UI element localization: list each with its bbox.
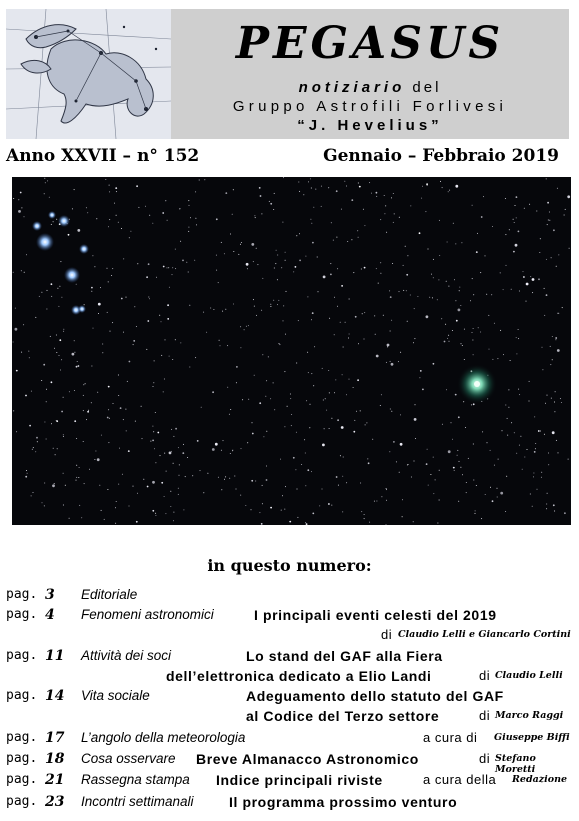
toc-entry[interactable] [0, 751, 579, 775]
issue-date: Gennaio – Febbraio 2019 [323, 146, 559, 166]
pegasus-constellation-icon [6, 9, 171, 139]
section-name: Editoriale [81, 587, 138, 602]
page-number: 18 [45, 751, 65, 767]
pag-label: pag. [6, 772, 38, 787]
section-name: Incontri settimanali [81, 794, 194, 809]
subtitle-rest: del [412, 79, 442, 96]
author-name: Redazione [512, 774, 568, 785]
article-title-line2: al Codice del Terzo settore [246, 708, 440, 724]
page-number: 3 [45, 587, 55, 603]
pegasus-logo [6, 9, 171, 139]
pag-label: pag. [6, 730, 38, 745]
section-name: Cosa osservare [81, 751, 176, 766]
section-name: L’angolo della meteorologia [81, 730, 246, 745]
article-title-line2: dell’elettronica dedicato a Elio Landi [166, 668, 432, 684]
section-name: Rassegna stampa [81, 772, 190, 787]
hevelius-name: “J. Hevelius” [297, 117, 443, 134]
toc-heading: in questo numero: [207, 556, 372, 575]
masthead [171, 9, 569, 139]
pag-label: pag. [6, 794, 38, 809]
issue-number: Anno XXVII – n° 152 [6, 146, 200, 166]
author-name: Marco Raggi [495, 710, 564, 721]
article-title: Il programma prossimo venturo [229, 794, 458, 810]
page-number: 17 [45, 730, 65, 746]
author-prefix: di [479, 668, 491, 683]
starfield-photo-icon [12, 177, 571, 525]
page-number: 23 [45, 794, 65, 810]
article-title: I principali eventi celesti del 2019 [254, 607, 497, 623]
toc-entry-author [0, 627, 579, 647]
page-number: 21 [45, 772, 65, 788]
toc-entry[interactable] [0, 794, 579, 814]
author-prefix: a cura della [423, 772, 497, 787]
toc-entry[interactable] [0, 587, 579, 607]
author-name: Claudio Lelli e Giancarlo Cortini [398, 629, 571, 640]
section-name: Vita sociale [81, 688, 150, 703]
cover-photo [12, 177, 571, 525]
pag-label: pag. [6, 648, 38, 663]
article-title: Indice principali riviste [216, 772, 383, 788]
author-name: Giuseppe Biffi [494, 732, 570, 743]
subtitle-line [171, 79, 569, 96]
toc-entry[interactable] [0, 730, 579, 750]
toc-entry[interactable] [0, 688, 579, 708]
pag-label: pag. [6, 607, 38, 622]
article-title: Adeguamento dello statuto del GAF [246, 688, 504, 704]
author-prefix: di [381, 627, 393, 642]
section-name: Attività dei soci [81, 648, 172, 663]
toc-entry[interactable] [0, 772, 579, 792]
article-title: Breve Almanacco Astronomico [196, 751, 419, 767]
author-name: Claudio Lelli [495, 670, 563, 681]
toc-entry-continued [0, 668, 579, 688]
subtitle-word: notiziario [298, 79, 406, 96]
author-prefix: di [479, 708, 491, 723]
author-prefix: a cura di [423, 730, 478, 745]
article-title: Lo stand del GAF alla Fiera [246, 648, 443, 664]
pag-label: pag. [6, 587, 38, 602]
section-name: Fenomeni astronomici [81, 607, 214, 622]
author-prefix: di [479, 751, 491, 766]
page-number: 14 [45, 688, 65, 704]
pag-label: pag. [6, 688, 38, 703]
pag-label: pag. [6, 751, 38, 766]
group-name: Gruppo Astrofili Forlivesi [232, 98, 508, 115]
toc-entry-continued [0, 708, 579, 728]
newsletter-title: PEGASUS [235, 18, 505, 69]
page-number: 4 [45, 607, 55, 623]
page-number: 11 [45, 648, 65, 664]
toc-entry[interactable] [0, 607, 579, 627]
author-name: Stefano Moretti [495, 753, 536, 775]
toc-entry[interactable] [0, 648, 579, 668]
